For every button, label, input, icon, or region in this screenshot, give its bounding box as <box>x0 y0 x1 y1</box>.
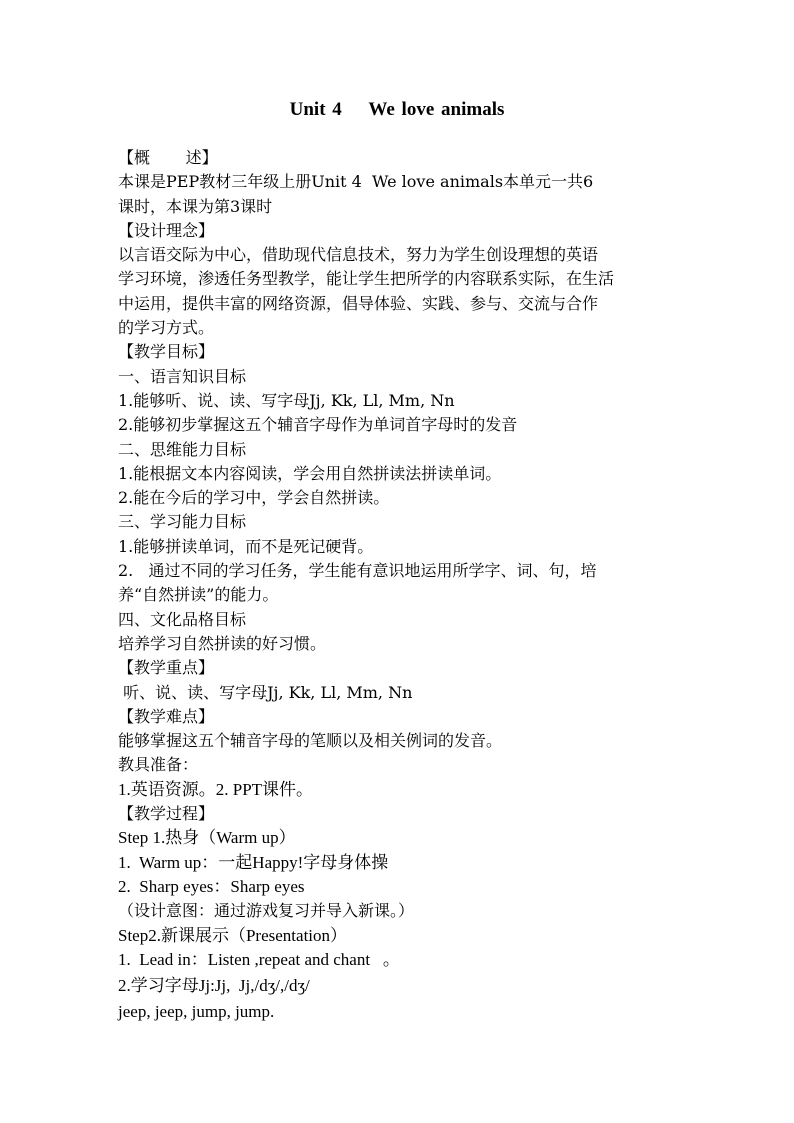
list-item: 2.学习字母Jj:Jj, Jj,/dʒ/,/dʒ/ <box>118 976 310 996</box>
list-item: 2.能够初步掌握这五个辅音字母作为单词首字母时的发音 <box>118 415 518 435</box>
section-heading-key-points: 【教学重点】 <box>118 658 215 678</box>
paragraph-line: 中运用，提供丰富的网络资源，倡导体验、实践、参与、交流与合作 <box>118 293 599 313</box>
subheading-learning-ability: 三、学习能力目标 <box>118 512 247 532</box>
step-heading: Step 1.热身（Warm up） <box>118 828 296 848</box>
subheading-teaching-aids: 教具准备： <box>118 755 199 775</box>
subheading-language-knowledge: 一、语言知识目标 <box>118 366 247 386</box>
section-heading-difficulties: 【教学难点】 <box>118 706 215 726</box>
paragraph-line: 培养学习自然拼读的好习惯。 <box>118 633 327 653</box>
list-item: 2. Sharp eyes：Sharp eyes <box>118 876 305 896</box>
subheading-thinking-ability: 二、思维能力目标 <box>118 439 247 459</box>
paragraph-line: 课时，本课为第3课时 <box>118 196 273 216</box>
step-heading: Step2.新课展示（Presentation） <box>118 925 348 945</box>
document-title: Unit 4 We love animals <box>289 99 505 120</box>
document-body <box>118 146 678 1025</box>
paragraph-line: 听、说、读、写字母Jj, Kk, Ll, Mm, Nn <box>118 682 413 702</box>
list-item: 养“自然拼读”的能力。 <box>118 585 279 605</box>
section-heading-overview: 【概 述】 <box>118 148 218 167</box>
paragraph-line: 能够掌握这五个辅音字母的笔顺以及相关例词的发音。 <box>118 731 503 751</box>
list-item: 2. 通过不同的学习任务，学生能有意识地运用所学字、词、句，培 <box>118 561 597 581</box>
section-heading-design-concept: 【设计理念】 <box>118 220 215 240</box>
list-item: 2.能在今后的学习中，学会自然拼读。 <box>118 488 390 508</box>
list-item: 1. Lead in：Listen ,repeat and chant 。 <box>118 949 400 969</box>
paragraph-line: jeep, jeep, jump, jump. <box>118 1002 275 1022</box>
design-note: （设计意图：通过游戏复习并导入新课。） <box>118 901 415 921</box>
paragraph-line: 本课是PEP教材三年级上册Unit 4 We love animals本单元一共6 <box>118 172 594 192</box>
paragraph-line: 以言语交际为中心，借助现代信息技术，努力为学生创设理想的英语 <box>118 245 599 265</box>
list-item: 1.能根据文本内容阅读，学会用自然拼读法拼读单词。 <box>118 463 502 483</box>
section-heading-objectives: 【教学目标】 <box>118 342 215 362</box>
list-item: 1. Warm up：一起Happy!字母身体操 <box>118 852 389 872</box>
list-item: 1.能够听、说、读、写字母Jj, Kk, Ll, Mm, Nn <box>118 390 455 410</box>
list-item: 1.能够拼读单词，而不是死记硬背。 <box>118 536 374 556</box>
paragraph-line: 的学习方式。 <box>118 318 215 338</box>
subheading-cultural-character: 四、文化品格目标 <box>118 609 247 629</box>
list-item: 1.英语资源。2. PPT课件。 <box>118 779 314 799</box>
paragraph-line: 学习环境，渗透任务型教学，能让学生把所学的内容联系实际，在生活 <box>118 269 615 289</box>
section-heading-process: 【教学过程】 <box>118 804 215 824</box>
